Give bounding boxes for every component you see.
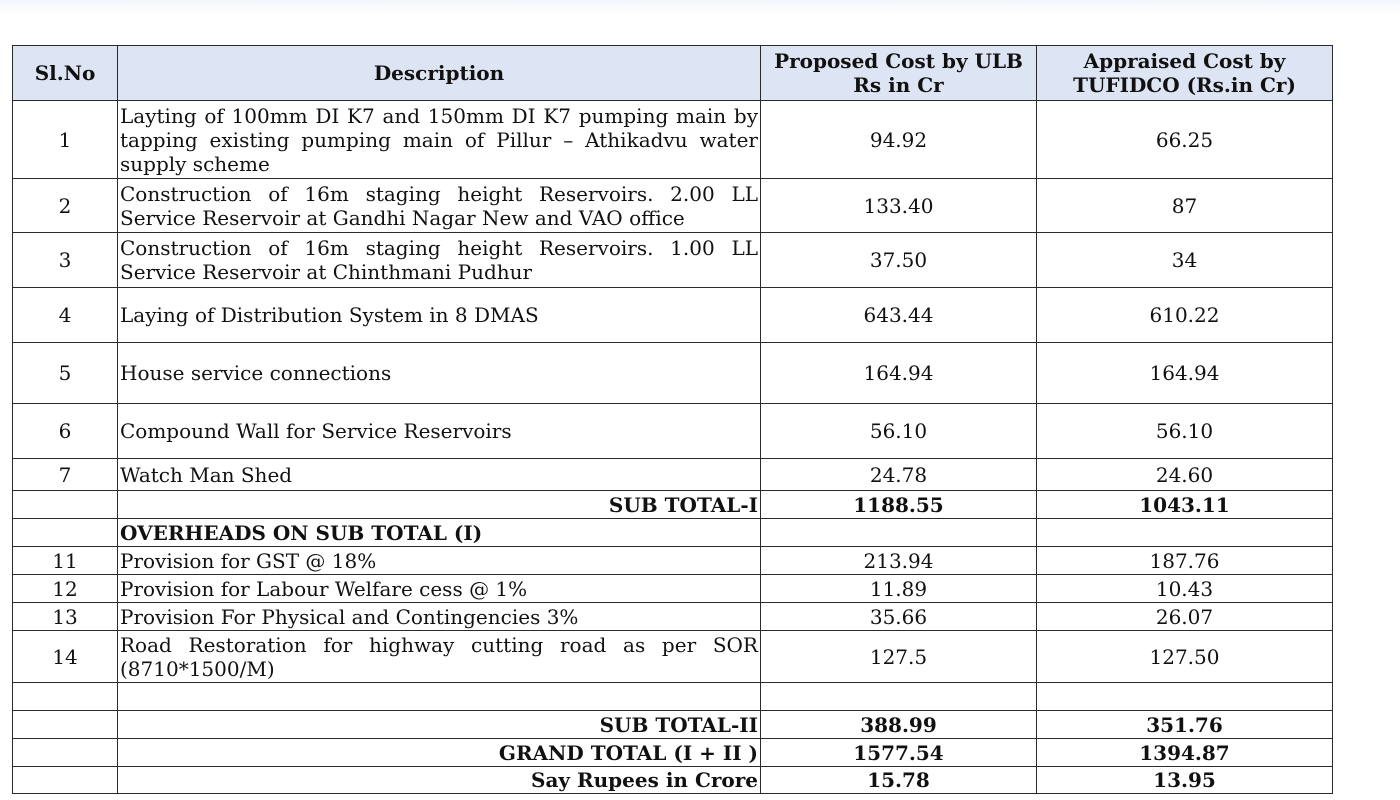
empty-cell	[13, 491, 118, 519]
proposed-cell: 133.40	[761, 179, 1037, 233]
say-rupees-proposed: 15.78	[761, 767, 1037, 794]
header-sl-no: Sl.No	[13, 46, 118, 101]
empty-cell	[1037, 683, 1333, 711]
empty-cell	[761, 519, 1037, 547]
grand-total-appraised: 1394.87	[1037, 739, 1333, 767]
subtotal-2-label: SUB TOTAL-II	[118, 711, 761, 739]
overheads-heading: OVERHEADS ON SUB TOTAL (I)	[118, 519, 761, 547]
table-row	[13, 179, 1333, 233]
table-row	[13, 101, 1333, 179]
appraised-cell: 87	[1037, 179, 1333, 233]
empty-cell	[13, 711, 118, 739]
description-cell: Layting of 100mm DI K7 and 150mm DI K7 pumping main by tapping existing pumping main of Pillur – Athikadvu water supply scheme	[118, 101, 761, 179]
header-row	[13, 46, 1333, 101]
table-row	[13, 603, 1333, 631]
empty-cell	[1037, 519, 1333, 547]
appraised-cell: 10.43	[1037, 575, 1333, 603]
sl-cell: 11	[13, 547, 118, 575]
proposed-cell: 56.10	[761, 404, 1037, 459]
table-row	[13, 404, 1333, 459]
overheads-heading-row	[13, 519, 1333, 547]
say-rupees-appraised: 13.95	[1037, 767, 1333, 794]
subtotal-1-row	[13, 491, 1333, 519]
grand-total-proposed: 1577.54	[761, 739, 1037, 767]
sl-cell: 4	[13, 288, 118, 343]
proposed-cell: 24.78	[761, 459, 1037, 491]
description-cell: Compound Wall for Service Reservoirs	[118, 404, 761, 459]
sl-cell: 2	[13, 179, 118, 233]
description-cell: Provision for Labour Welfare cess @ 1%	[118, 575, 761, 603]
description-cell: Provision For Physical and Contingencies 3%	[118, 603, 761, 631]
proposed-cell: 37.50	[761, 233, 1037, 288]
proposed-cell: 643.44	[761, 288, 1037, 343]
grand-total-row	[13, 739, 1333, 767]
description-cell: Construction of 16m staging height Reservoirs. 1.00 LL Service Reservoir at Chinthmani Pudhur	[118, 233, 761, 288]
table-row	[13, 233, 1333, 288]
description-cell: Watch Man Shed	[118, 459, 761, 491]
say-rupees-label: Say Rupees in Crore	[118, 767, 761, 794]
cost-estimate-table	[12, 45, 1333, 794]
subtotal-1-appraised: 1043.11	[1037, 491, 1333, 519]
sl-cell: 14	[13, 631, 118, 683]
empty-cell	[761, 683, 1037, 711]
table-row	[13, 343, 1333, 404]
say-rupees-row	[13, 767, 1333, 794]
sl-cell: 3	[13, 233, 118, 288]
subtotal-2-row	[13, 711, 1333, 739]
header-proposed-cost: Proposed Cost by ULB Rs in Cr	[761, 46, 1037, 101]
subtotal-2-appraised: 351.76	[1037, 711, 1333, 739]
subtotal-2-proposed: 388.99	[761, 711, 1037, 739]
appraised-cell: 56.10	[1037, 404, 1333, 459]
table-row	[13, 575, 1333, 603]
description-cell: House service connections	[118, 343, 761, 404]
sl-cell: 7	[13, 459, 118, 491]
proposed-cell: 35.66	[761, 603, 1037, 631]
sl-cell: 6	[13, 404, 118, 459]
proposed-cell: 164.94	[761, 343, 1037, 404]
header-description: Description	[118, 46, 761, 101]
proposed-cell: 213.94	[761, 547, 1037, 575]
sl-cell: 13	[13, 603, 118, 631]
subtotal-1-proposed: 1188.55	[761, 491, 1037, 519]
description-cell: Construction of 16m staging height Reservoirs. 2.00 LL Service Reservoir at Gandhi Nagar New and VAO office	[118, 179, 761, 233]
table-row	[13, 631, 1333, 683]
appraised-cell: 66.25	[1037, 101, 1333, 179]
blank-row	[13, 683, 1333, 711]
description-cell: Laying of Distribution System in 8 DMAS	[118, 288, 761, 343]
table-row	[13, 547, 1333, 575]
appraised-cell: 34	[1037, 233, 1333, 288]
empty-cell	[13, 683, 118, 711]
table-row	[13, 288, 1333, 343]
appraised-cell: 26.07	[1037, 603, 1333, 631]
empty-cell	[118, 683, 761, 711]
description-cell: Road Restoration for highway cutting road as per SOR (8710*1500/M)	[118, 631, 761, 683]
sl-cell: 12	[13, 575, 118, 603]
empty-cell	[13, 767, 118, 794]
header-appraised-cost: Appraised Cost by TUFIDCO (Rs.in Cr)	[1037, 46, 1333, 101]
grand-total-label: GRAND TOTAL (I + II )	[118, 739, 761, 767]
appraised-cell: 127.50	[1037, 631, 1333, 683]
appraised-cell: 610.22	[1037, 288, 1333, 343]
proposed-cell: 94.92	[761, 101, 1037, 179]
proposed-cell: 127.5	[761, 631, 1037, 683]
appraised-cell: 187.76	[1037, 547, 1333, 575]
top-edge-shadow	[0, 0, 1400, 14]
empty-cell	[13, 519, 118, 547]
sl-cell: 5	[13, 343, 118, 404]
appraised-cell: 164.94	[1037, 343, 1333, 404]
sl-cell: 1	[13, 101, 118, 179]
description-cell: Provision for GST @ 18%	[118, 547, 761, 575]
empty-cell	[13, 739, 118, 767]
appraised-cell: 24.60	[1037, 459, 1333, 491]
subtotal-1-label: SUB TOTAL-I	[118, 491, 761, 519]
table-row	[13, 459, 1333, 491]
proposed-cell: 11.89	[761, 575, 1037, 603]
